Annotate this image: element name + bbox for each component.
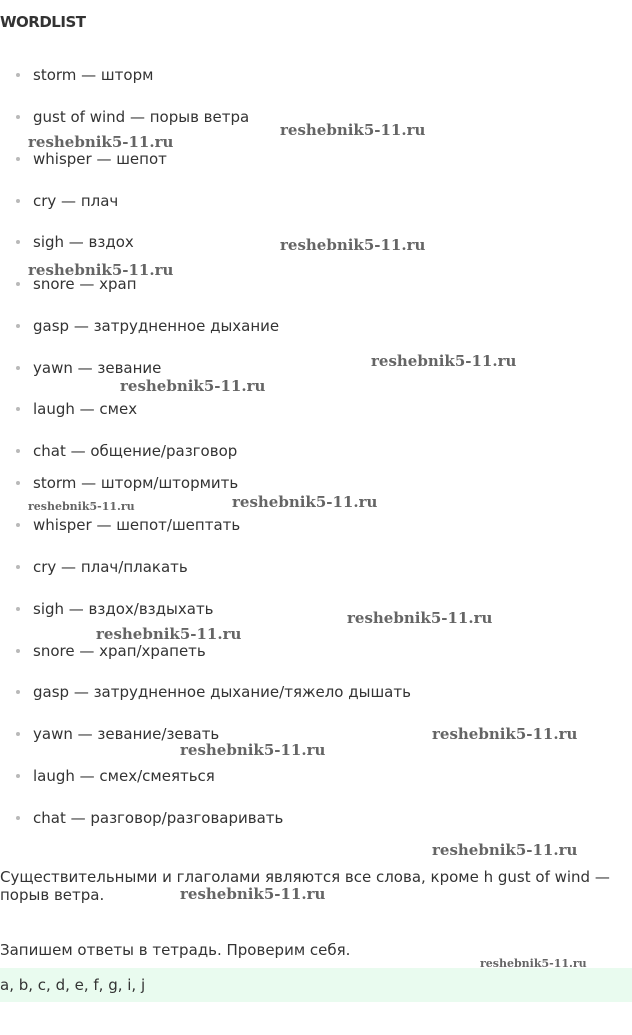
watermark: reshebnik5-11.ru — [120, 377, 266, 395]
bullet-icon — [16, 774, 20, 778]
bullet-icon — [16, 449, 20, 453]
watermark: reshebnik5-11.ru — [28, 500, 135, 513]
list-item: yawn — зевание — [16, 359, 161, 377]
watermark: reshebnik5-11.ru — [232, 493, 378, 511]
answer-text: a, b, c, d, e, f, g, i, j — [0, 976, 146, 994]
section-heading: WORDLIST — [0, 13, 86, 31]
list-item: sigh — вздох/вздыхать — [16, 600, 214, 618]
list-item: laugh — смех — [16, 400, 137, 418]
list-item: whisper — шепот — [16, 150, 167, 168]
watermark: reshebnik5-11.ru — [432, 841, 578, 859]
watermark: reshebnik5-11.ru — [371, 352, 517, 370]
watermark: reshebnik5-11.ru — [280, 121, 426, 139]
list-item: yawn — зевание/зевать — [16, 725, 219, 743]
bullet-icon — [16, 565, 20, 569]
list-item: laugh — смех/смеяться — [16, 767, 215, 785]
list-item: chat — общение/разговор — [16, 442, 237, 460]
list-item: chat — разговор/разговаривать — [16, 809, 283, 827]
bullet-icon — [16, 240, 20, 244]
list-item: storm — шторм/штормить — [16, 474, 238, 492]
list-item: cry — плач — [16, 192, 118, 210]
watermark: reshebnik5-11.ru — [28, 261, 174, 279]
bullet-icon — [16, 481, 20, 485]
list-item: whisper — шепот/шептать — [16, 516, 240, 534]
bullet-icon — [16, 324, 20, 328]
watermark: reshebnik5-11.ru — [180, 741, 326, 759]
instruction-paragraph: Запишем ответы в тетрадь. Проверим себя. — [0, 941, 351, 959]
watermark: reshebnik5-11.ru — [347, 609, 493, 627]
list-item: cry — плач/плакать — [16, 558, 188, 576]
bullet-icon — [16, 523, 20, 527]
watermark: reshebnik5-11.ru — [180, 885, 326, 903]
watermark: reshebnik5-11.ru — [280, 236, 426, 254]
bullet-icon — [16, 607, 20, 611]
watermark: reshebnik5-11.ru — [432, 725, 578, 743]
explanation-paragraph: Существительными и глаголами являются все слова, кроме h gust of wind — порыв ветра. — [0, 868, 610, 904]
list-item: gust of wind — порыв ветра — [16, 108, 249, 126]
watermark: reshebnik5-11.ru — [480, 957, 587, 970]
watermark: reshebnik5-11.ru — [96, 625, 242, 643]
list-item: gasp — затрудненное дыхание — [16, 317, 279, 335]
list-item: storm — шторм — [16, 66, 153, 84]
answer-box — [0, 968, 632, 1002]
list-item: snore — храп/храпеть — [16, 642, 206, 660]
list-item: sigh — вздох — [16, 233, 134, 251]
bullet-icon — [16, 199, 20, 203]
list-item: gasp — затрудненное дыхание/тяжело дышать — [16, 683, 411, 701]
watermark: reshebnik5-11.ru — [28, 133, 174, 151]
bullet-icon — [16, 732, 20, 736]
bullet-icon — [16, 690, 20, 694]
bullet-icon — [16, 282, 20, 286]
bullet-icon — [16, 366, 20, 370]
bullet-icon — [16, 649, 20, 653]
bullet-icon — [16, 816, 20, 820]
bullet-icon — [16, 157, 20, 161]
list-item: snore — храп — [16, 275, 137, 293]
bullet-icon — [16, 115, 20, 119]
bullet-icon — [16, 407, 20, 411]
bullet-icon — [16, 73, 20, 77]
